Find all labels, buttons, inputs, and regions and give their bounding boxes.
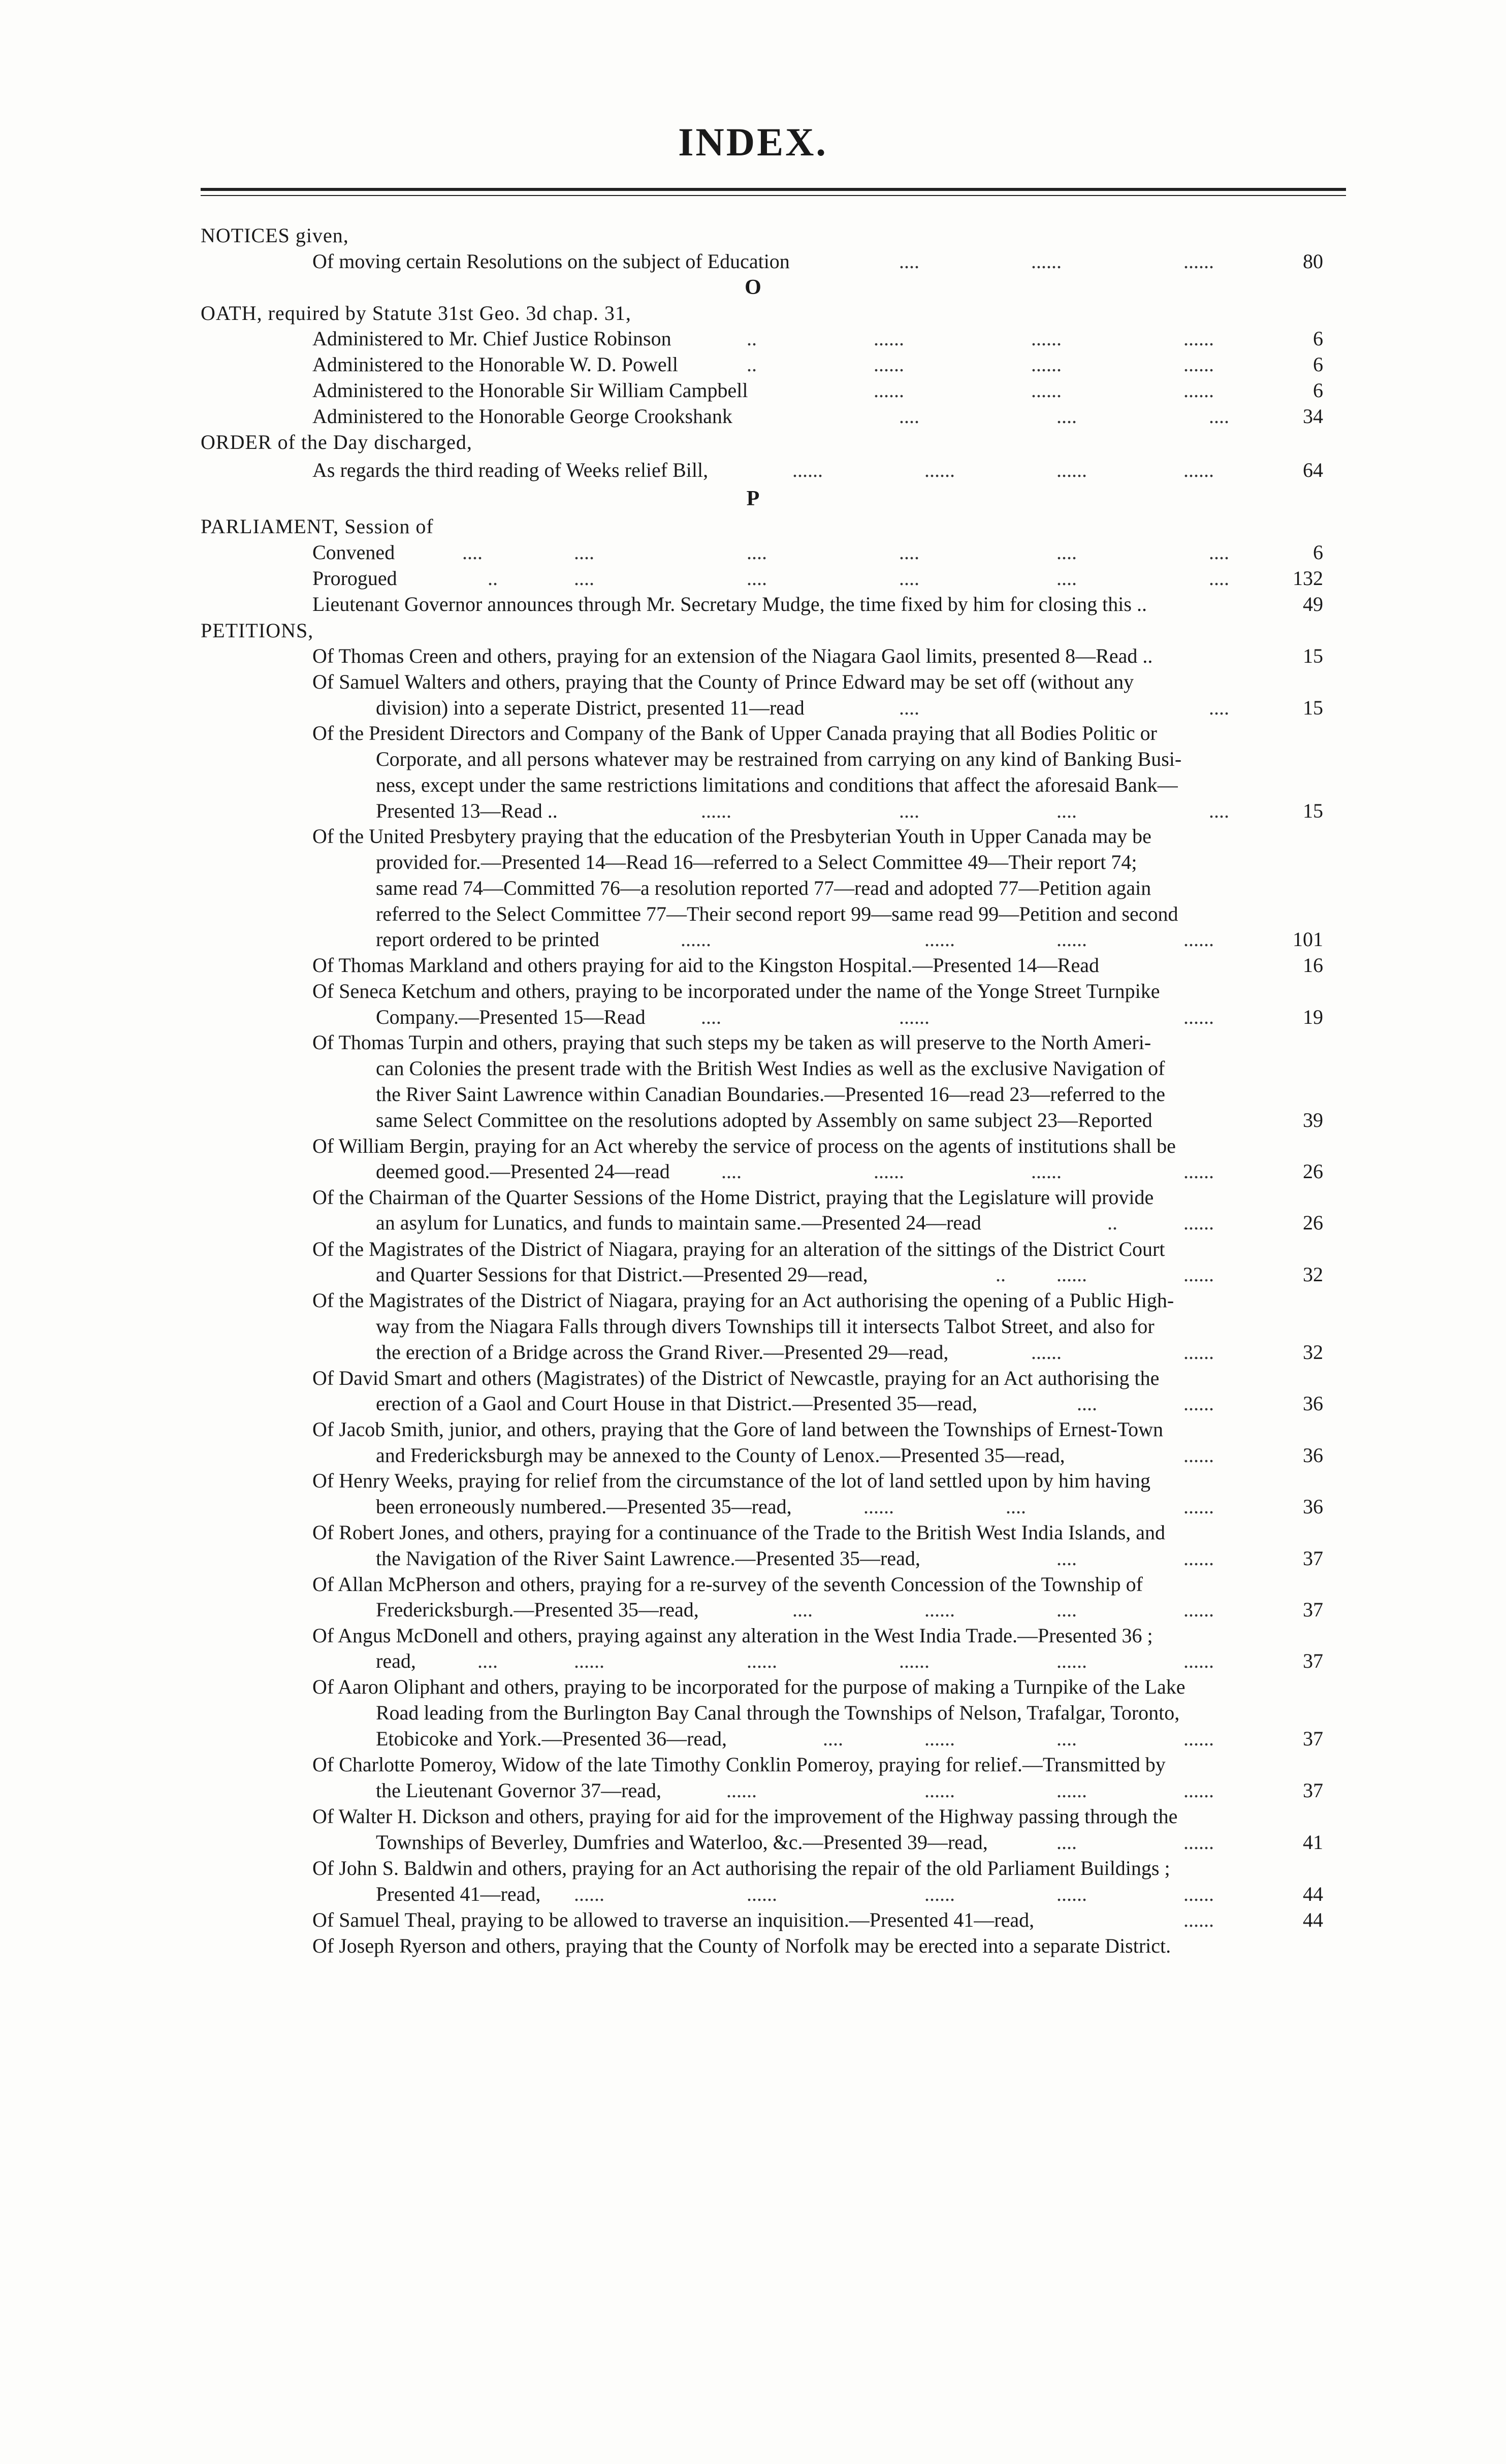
entry-text: and Fredericksburgh may be annexed to the County of Lenox.—Presented 35—read, <box>376 1444 1065 1467</box>
entry-text: Road leading from the Burlington Bay Canal through the Townships of Nelson, Trafalgar, Toronto, <box>376 1701 1180 1724</box>
index-entry <box>0 849 1506 876</box>
index-entry <box>0 1571 1506 1598</box>
dot-leader: .... <box>477 1649 498 1672</box>
page-number: 37 <box>1303 1649 1323 1672</box>
dot-leader: ...... <box>899 1006 930 1028</box>
dot-leader: .... <box>462 541 483 564</box>
index-entry <box>0 1907 1506 1933</box>
dot-leader: .... <box>1209 696 1229 719</box>
page-number: 34 <box>1303 405 1323 428</box>
index-heading <box>0 300 1506 327</box>
page-number: 37 <box>1303 1598 1323 1621</box>
entry-text: the Navigation of the River Saint Lawrence.—Presented 35—read, <box>376 1547 920 1570</box>
dot-leader: ...... <box>874 379 904 402</box>
entry-text: Of Samuel Theal, praying to be allowed to traverse an inquisition.—Presented 41—read, <box>312 1908 1035 1931</box>
dot-leader: .... <box>899 541 919 564</box>
index-entry <box>0 1210 1506 1236</box>
entry-text: OATH, required by Statute 31st Geo. 3d chap. 31, <box>201 302 631 325</box>
dot-leader: .. <box>996 1263 1006 1286</box>
section-letter: P <box>746 487 760 510</box>
dot-leader: .... <box>1209 799 1229 822</box>
dot-leader: .... <box>823 1727 843 1750</box>
index-entry <box>0 457 1506 483</box>
dot-leader: ...... <box>1056 1649 1087 1672</box>
index-entry <box>0 1029 1506 1056</box>
index-entry <box>0 1390 1506 1417</box>
entry-text: Of Joseph Ryerson and others, praying that the County of Norfolk may be erected into a separate District. <box>312 1934 1171 1957</box>
index-entry <box>0 248 1506 275</box>
index-entry <box>0 1365 1506 1391</box>
dot-leader: .... <box>1056 1727 1077 1750</box>
dot-leader: ...... <box>1031 250 1062 273</box>
index-entry <box>0 1158 1506 1185</box>
index-entry <box>0 1777 1506 1804</box>
index-entry <box>0 1752 1506 1778</box>
index-heading <box>0 513 1506 540</box>
dot-leader: ...... <box>1183 1883 1214 1905</box>
index-entry <box>0 1339 1506 1366</box>
index-entry <box>0 1236 1506 1262</box>
index-entry <box>0 1261 1506 1288</box>
dot-leader: .... <box>1209 405 1229 428</box>
dot-leader: ...... <box>1183 1779 1214 1802</box>
entry-text: Company.—Presented 15—Read <box>376 1006 646 1028</box>
entry-text: same read 74—Committed 76—a resolution reported 77—read and adopted 77—Petition again <box>376 877 1151 899</box>
index-entry <box>0 1829 1506 1856</box>
entry-text: Administered to the Honorable George Crookshank <box>312 405 732 428</box>
dot-leader: .... <box>1077 1392 1097 1415</box>
entry-text: been erroneously numbered.—Presented 35—read, <box>376 1495 792 1518</box>
dot-leader: ...... <box>1183 1006 1214 1028</box>
dot-leader: .... <box>747 541 767 564</box>
dot-leader: ...... <box>574 1883 604 1905</box>
entry-text: Townships of Beverley, Dumfries and Waterloo, &c.—Presented 39—read, <box>376 1831 988 1854</box>
page-number: 101 <box>1293 928 1323 951</box>
index-entry <box>0 1855 1506 1882</box>
dot-leader: .... <box>1056 567 1077 590</box>
page-number: 15 <box>1303 799 1323 822</box>
entry-text: Of the Magistrates of the District of Niagara, praying for an Act authorising the opening of a Public High- <box>312 1289 1174 1312</box>
index-entry <box>0 823 1506 850</box>
entry-text: Of John S. Baldwin and others, praying for an Act authorising the repair of the old Parliament Buildings ; <box>312 1857 1170 1879</box>
dot-leader: .... <box>792 1598 813 1621</box>
page-number: 6 <box>1313 353 1323 376</box>
index-entry <box>0 1494 1506 1520</box>
index-entry <box>0 1468 1506 1494</box>
index-entry <box>0 1881 1506 1907</box>
dot-leader: ...... <box>924 1727 955 1750</box>
dot-leader: ...... <box>1183 1547 1214 1570</box>
dot-leader: ...... <box>1056 1263 1087 1286</box>
index-entry <box>0 1055 1506 1082</box>
entry-text: Of Thomas Markland and others praying for aid to the Kingston Hospital.—Presented 14—Read <box>312 954 1099 977</box>
dot-leader: ...... <box>863 1495 894 1518</box>
index-entry <box>0 1803 1506 1830</box>
page-number: 36 <box>1303 1444 1323 1467</box>
page-number: 26 <box>1303 1160 1323 1183</box>
dot-leader: ...... <box>874 353 904 376</box>
entry-text: Of Thomas Creen and others, praying for an extension of the Niagara Gaol limits, presented 8—Read .. <box>312 644 1153 667</box>
dot-leader: .... <box>701 1006 721 1028</box>
index-entry <box>0 1933 1506 1959</box>
index-entry <box>0 772 1506 798</box>
entry-text: Prorogued <box>312 567 397 590</box>
entry-text: report ordered to be printed <box>376 928 599 951</box>
page-number: 32 <box>1303 1341 1323 1364</box>
dot-leader: ...... <box>1031 1160 1062 1183</box>
entry-text: the Lieutenant Governor 37—read, <box>376 1779 662 1802</box>
dot-leader: ...... <box>1183 1831 1214 1854</box>
page-number: 44 <box>1303 1883 1323 1905</box>
index-entry <box>0 591 1506 618</box>
entry-text: Of the United Presbytery praying that the education of the Presbyterian Youth in Upper Canada may be <box>312 825 1151 848</box>
dot-leader: ...... <box>1183 1341 1214 1364</box>
entry-text: and Quarter Sessions for that District.—Presented 29—read, <box>376 1263 868 1286</box>
dot-leader: ...... <box>1031 1341 1062 1364</box>
entry-text: Of Aaron Oliphant and others, praying to be incorporated for the purpose of making a Turnpike of the Lake <box>312 1675 1185 1698</box>
index-entry <box>0 669 1506 695</box>
index-entry <box>0 403 1506 430</box>
entry-text: Of William Bergin, praying for an Act whereby the service of process on the agents of institutions shall be <box>312 1134 1176 1157</box>
dot-leader: ...... <box>1183 250 1214 273</box>
dot-leader: .... <box>1006 1495 1026 1518</box>
index-entry <box>0 1623 1506 1649</box>
dot-leader: ...... <box>1183 1160 1214 1183</box>
title-rule-thin <box>201 195 1346 196</box>
entry-text: Of the President Directors and Company of the Bank of Upper Canada praying that all Bodies Politic or <box>312 722 1157 744</box>
index-entry <box>0 926 1506 953</box>
index-entry <box>0 720 1506 747</box>
dot-leader: .... <box>574 567 594 590</box>
page-number: 44 <box>1303 1908 1323 1931</box>
entry-text: Of Walter H. Dickson and others, praying for aid for the improvement of the Highway passing through the <box>312 1805 1178 1828</box>
entry-text: Of David Smart and others (Magistrates) of the District of Newcastle, praying for an Act authorising the <box>312 1367 1160 1389</box>
dot-leader: ...... <box>1183 1392 1214 1415</box>
page-number: 132 <box>1293 567 1323 590</box>
dot-leader: ...... <box>924 1779 955 1802</box>
entry-text: Lieutenant Governor announces through Mr. Secretary Mudge, the time fixed by him for closing this .. <box>312 593 1147 615</box>
index-entry <box>0 351 1506 378</box>
dot-leader: .... <box>1056 405 1077 428</box>
entry-text: erection of a Gaol and Court House in that District.—Presented 35—read, <box>376 1392 978 1415</box>
dot-leader: ...... <box>924 459 955 481</box>
dot-leader: .... <box>899 405 919 428</box>
page-title: INDEX. <box>678 120 828 164</box>
page-number: 36 <box>1303 1392 1323 1415</box>
index-entry <box>0 798 1506 824</box>
index-entry <box>0 1313 1506 1340</box>
dot-leader: ...... <box>1183 1495 1214 1518</box>
page-number: 26 <box>1303 1211 1323 1234</box>
entry-text: same Select Committee on the resolutions adopted by Assembly on same subject 23—Reported <box>376 1109 1152 1131</box>
index-entry <box>0 1545 1506 1572</box>
dot-leader: ...... <box>574 1649 604 1672</box>
dot-leader: .... <box>1056 1831 1077 1854</box>
entry-text: provided for.—Presented 14—Read 16—referred to a Select Committee 49—Their report 74; <box>376 851 1137 873</box>
index-entry <box>0 695 1506 721</box>
page-number: 16 <box>1303 954 1323 977</box>
dot-leader: ...... <box>1183 459 1214 481</box>
entry-text: Of Allan McPherson and others, praying for a re-survey of the seventh Concession of the Township of <box>312 1573 1143 1596</box>
page-number: 37 <box>1303 1779 1323 1802</box>
dot-leader: .... <box>1056 1598 1077 1621</box>
dot-leader: ...... <box>1183 1727 1214 1750</box>
dot-leader: ...... <box>1031 353 1062 376</box>
entry-text: Of Charlotte Pomeroy, Widow of the late Timothy Conklin Pomeroy, praying for relief.—Transmitted by <box>312 1753 1166 1776</box>
index-heading <box>0 618 1506 644</box>
dot-leader: ...... <box>1183 1263 1214 1286</box>
index-entry <box>0 952 1506 979</box>
index-entry <box>0 565 1506 592</box>
dot-leader: .... <box>721 1160 742 1183</box>
dot-leader: ...... <box>924 1598 955 1621</box>
page-number: 39 <box>1303 1109 1323 1131</box>
page-number: 32 <box>1303 1263 1323 1286</box>
dot-leader: ...... <box>1183 1649 1214 1672</box>
entry-text: an asylum for Lunatics, and funds to maintain same.—Presented 24—read <box>376 1211 981 1234</box>
dot-leader: ...... <box>1183 353 1214 376</box>
entry-text: Administered to Mr. Chief Justice Robinson <box>312 327 671 350</box>
page-number: 64 <box>1303 459 1323 481</box>
page-number: 37 <box>1303 1547 1323 1570</box>
entry-text: Of moving certain Resolutions on the subject of Education <box>312 250 790 273</box>
dot-leader: .... <box>1056 1547 1077 1570</box>
entry-text: Corporate, and all persons whatever may be restrained from carrying on any kind of Banking Busi- <box>376 748 1182 770</box>
entry-text: ness, except under the same restrictions limitations and conditions that affect the aforesaid Bank— <box>376 773 1178 796</box>
entry-text: PETITIONS, <box>201 619 314 642</box>
entry-text: deemed good.—Presented 24—read <box>376 1160 670 1183</box>
dot-leader: .... <box>1056 799 1077 822</box>
index-entry <box>0 539 1506 566</box>
entry-text: Of Angus McDonell and others, praying against any alteration in the West India Trade.—Presented 36 ; <box>312 1624 1153 1647</box>
entry-text: Of Henry Weeks, praying for relief from the circumstance of the lot of land settled upon by him having <box>312 1469 1150 1492</box>
index-entry <box>0 1648 1506 1674</box>
entry-text: can Colonies the present trade with the British West Indies as well as the exclusive Navigation of <box>376 1057 1165 1080</box>
dot-leader: ...... <box>1183 379 1214 402</box>
index-entry <box>0 1081 1506 1108</box>
page-number: 36 <box>1303 1495 1323 1518</box>
index-entry <box>0 1287 1506 1314</box>
dot-leader: .... <box>899 696 919 719</box>
index-entry <box>0 1597 1506 1623</box>
entry-text: Of the Chairman of the Quarter Sessions of the Home District, praying that the Legislature will provide <box>312 1186 1154 1209</box>
dot-leader: ...... <box>899 1649 930 1672</box>
dot-leader: ...... <box>874 327 904 350</box>
page-number: 49 <box>1303 593 1323 615</box>
index-entry <box>0 1004 1506 1030</box>
entry-text: Of Jacob Smith, junior, and others, praying that the Gore of land between the Townships of Ernest-Town <box>312 1418 1164 1441</box>
dot-leader: ...... <box>701 799 731 822</box>
index-entry <box>0 1700 1506 1726</box>
index-entry <box>0 1184 1506 1211</box>
index-entry <box>0 1107 1506 1133</box>
page-number: 6 <box>1313 541 1323 564</box>
index-entry <box>0 978 1506 1004</box>
entry-text: Presented 41—read, <box>376 1883 541 1905</box>
dot-leader: .... <box>747 567 767 590</box>
entry-text: PARLIAMENT, Session of <box>201 515 434 538</box>
index-entry <box>0 1133 1506 1159</box>
index-entry <box>0 1519 1506 1546</box>
entry-text: Of Seneca Ketchum and others, praying to be incorporated under the name of the Yonge Street Turnpike <box>312 980 1160 1002</box>
dot-leader: ...... <box>1056 1883 1087 1905</box>
entry-text: Of Samuel Walters and others, praying that the County of Prince Edward may be set off (without any <box>312 670 1134 693</box>
dot-leader: ...... <box>726 1779 757 1802</box>
index-entry <box>0 1726 1506 1752</box>
entry-text: Fredericksburgh.—Presented 35—read, <box>376 1598 699 1621</box>
dot-leader: ...... <box>747 1883 777 1905</box>
dot-leader: .. <box>1107 1211 1117 1234</box>
dot-leader: .. <box>488 567 498 590</box>
entry-text: Administered to the Honorable Sir William Campbell <box>312 379 748 402</box>
entry-text: Administered to the Honorable W. D. Powell <box>312 353 678 376</box>
dot-leader: .... <box>899 250 919 273</box>
dot-leader: .... <box>574 541 594 564</box>
dot-leader: ...... <box>792 459 823 481</box>
entry-text: division) into a seperate District, presented 11—read <box>376 696 805 719</box>
index-entry <box>0 1416 1506 1443</box>
dot-leader: ...... <box>1056 928 1087 951</box>
page-number: 37 <box>1303 1727 1323 1750</box>
dot-leader: ...... <box>1056 459 1087 481</box>
dot-leader: .... <box>899 567 919 590</box>
page-number: 15 <box>1303 696 1323 719</box>
page-number: 19 <box>1303 1006 1323 1028</box>
dot-leader: .. <box>747 353 757 376</box>
dot-leader: ...... <box>924 1883 955 1905</box>
index-heading <box>0 222 1506 249</box>
title-rule <box>201 188 1346 191</box>
index-entry <box>0 901 1506 927</box>
dot-leader: .... <box>1209 541 1229 564</box>
entry-text: ORDER of the Day discharged, <box>201 431 472 453</box>
dot-leader: ...... <box>1183 327 1214 350</box>
index-entry <box>0 1442 1506 1469</box>
index-entry <box>0 1674 1506 1700</box>
entry-text: Of Thomas Turpin and others, praying that such steps my be taken as will preserve to the North Ameri- <box>312 1031 1151 1054</box>
index-entry <box>0 875 1506 901</box>
dot-leader: ...... <box>874 1160 904 1183</box>
dot-leader: ...... <box>747 1649 777 1672</box>
entry-text: Convened <box>312 541 395 564</box>
index-entry <box>0 746 1506 772</box>
page-number: 6 <box>1313 379 1323 402</box>
entry-text: referred to the Select Committee 77—Their second report 99—same read 99—Petition and second <box>376 902 1178 925</box>
dot-leader: ...... <box>1056 1779 1087 1802</box>
entry-text: NOTICES given, <box>201 224 349 247</box>
dot-leader: ...... <box>1183 1211 1214 1234</box>
dot-leader: .. <box>747 327 757 350</box>
dot-leader: .... <box>899 799 919 822</box>
index-entry <box>0 377 1506 404</box>
dot-leader: .... <box>1209 567 1229 590</box>
index-entry <box>0 643 1506 669</box>
page-number: 80 <box>1303 250 1323 273</box>
dot-leader: ...... <box>1183 1598 1214 1621</box>
dot-leader: .... <box>1056 541 1077 564</box>
entry-text: Of Robert Jones, and others, praying for a continuance of the Trade to the British West India Islands, and <box>312 1521 1166 1544</box>
page-number: 15 <box>1303 644 1323 667</box>
entry-text: As regards the third reading of Weeks relief Bill, <box>312 459 709 481</box>
entry-text: Of the Magistrates of the District of Niagara, praying for an alteration of the sittings of the District Court <box>312 1238 1165 1260</box>
index-heading <box>0 429 1506 456</box>
dot-leader: ...... <box>1183 1444 1214 1467</box>
dot-leader: ...... <box>1031 327 1062 350</box>
page-number: 6 <box>1313 327 1323 350</box>
page-number: 41 <box>1303 1831 1323 1854</box>
dot-leader: ...... <box>1031 379 1062 402</box>
entry-text: way from the Niagara Falls through divers Townships till it intersects Talbot Street, and also for <box>376 1315 1155 1338</box>
entry-text: the erection of a Bridge across the Grand River.—Presented 29—read, <box>376 1341 949 1364</box>
dot-leader: ...... <box>681 928 711 951</box>
entry-text: the River Saint Lawrence within Canadian Boundaries.—Presented 16—read 23—referred to the <box>376 1083 1165 1106</box>
entry-text: read, <box>376 1649 416 1672</box>
entry-text: Presented 13—Read .. <box>376 799 558 822</box>
index-entry <box>0 326 1506 352</box>
dot-leader: ...... <box>1183 928 1214 951</box>
dot-leader: ...... <box>1183 1908 1214 1931</box>
section-letter: O <box>745 276 761 299</box>
dot-leader: ...... <box>924 928 955 951</box>
entry-text: Etobicoke and York.—Presented 36—read, <box>376 1727 727 1750</box>
